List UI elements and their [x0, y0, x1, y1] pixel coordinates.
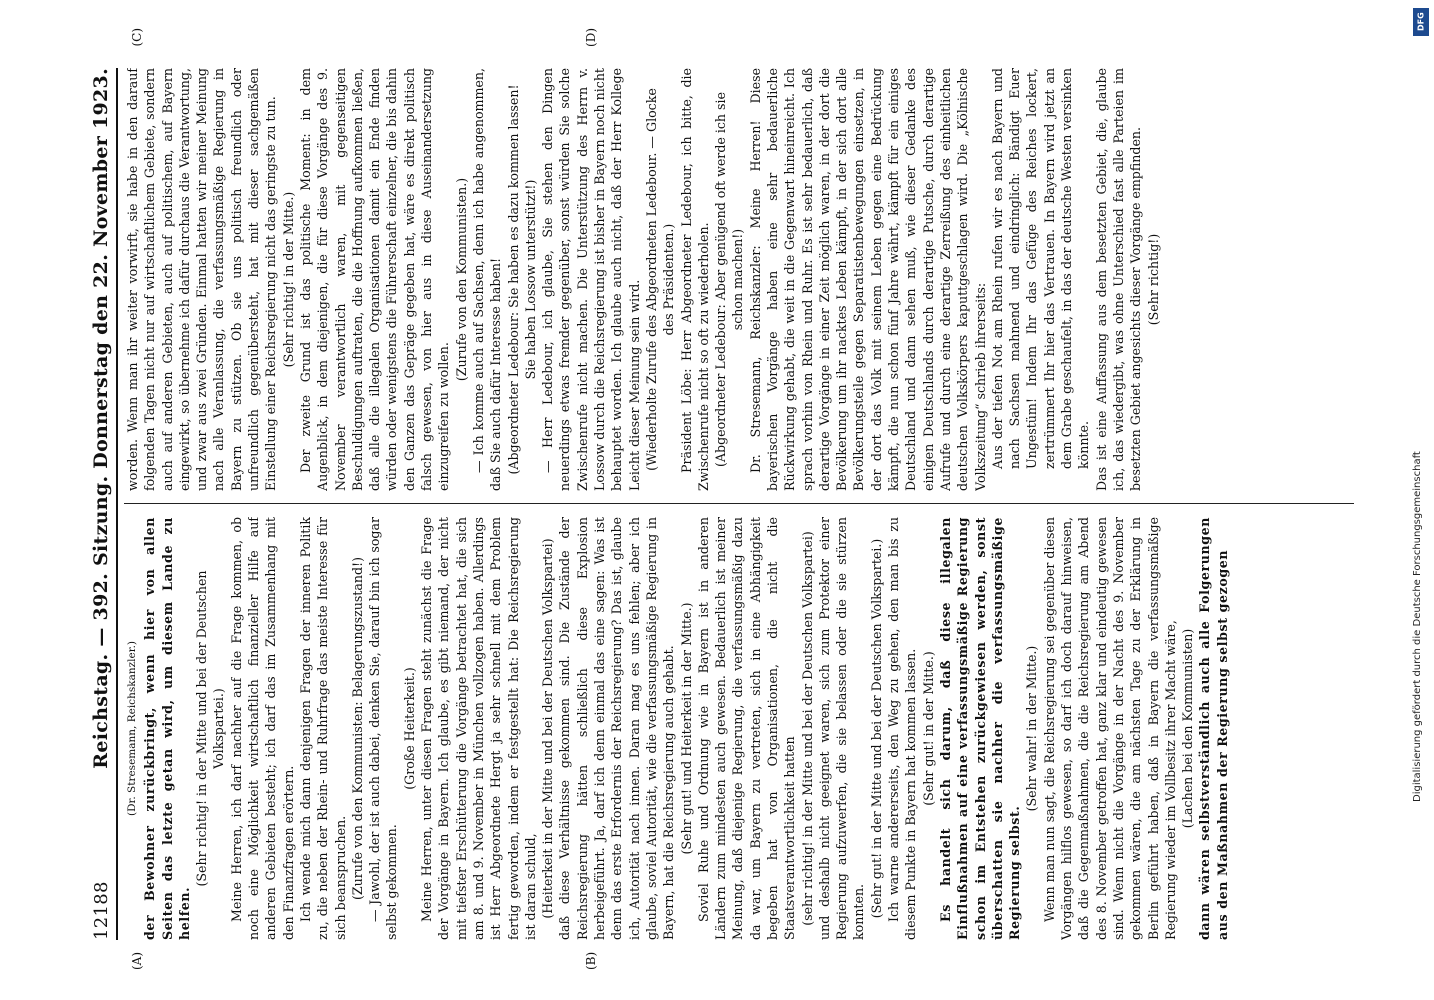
paragraph: Das ist eine Auffassung aus dem besetzten Gebiet, die, glaube ich, das wiedergibt, was ohne Unterschied fast alle Parteien im besetzten Gebiet angesichts dieser Vorgänge empfinden.	[1093, 68, 1144, 491]
paragraph: Wenn man nun sagt, die Reichsregierung sei gegenüber diesen Vorgängen hilflos gewesen, so darf ich doch darauf hinweisen, daß die Gegenmaßnahmen, die die Reichsregierung am Abend des 8. November getroffen hat, ganz klar und eindeutig gewesen sind. Wenn nicht die Vorgänge in der Nacht des 9. November gekommen wären, die am nächsten Tage zu der Erklärung in Berlin geführt haben, daß in Bayern die verfassungsmäßige Regierung wieder im Vollbesitz ihrer Macht wäre,	[1041, 517, 1178, 940]
paragraph: daß diese Verhältnisse gekommen sind. Die Zustände der Reichsregierung hätten schließlich diese Explosion herbeigeführt. Ja, darf ich denn einmal das eine sagen: Was ist denn das erste Erfordernis der Reichsregierung? Das ist, glaube ich, Autorität nach innen. Daran mag es uns fehlen; aber ich glaube, soviel Autorität, wie die verfassungsmäßige Regierung in Bayern, hat die Reichsregierung auch gehabt.	[557, 517, 677, 940]
running-title: Reichstag. — 392. Sitzung. Donnerstag den 22. November 1923.	[90, 68, 112, 769]
paragraph: — Ich komme auch auf Sachsen, denn ich habe angenommen, daß Sie auch dafür Interesse haben!	[470, 68, 504, 491]
paragraph: Meine Herren, unter diesen Fragen steht zunächst die Frage der Vorgänge in Bayern. Ich glaube, es gibt niemand, der nicht mit tiefster Erschütterung die Vorgänge betrachtet hat, die sich am 8. und 9. November in München vollzogen haben. Allerdings ist Herr Abgeordnete Hergt ja sehr schnell mit dem Problem fertig geworden, indem er festgestellt hat: Die Reichsregierung ist daran schuld,	[419, 517, 538, 940]
rotated-document-page	[52, 20, 1382, 980]
right-column	[124, 68, 1354, 491]
page-number: 12188	[91, 881, 112, 940]
digitization-note: Digitalisierung gefördert durch die Deutsche Forschungsgemeinschaft	[1412, 451, 1423, 802]
column-divider	[124, 503, 1354, 504]
paragraph: dann wären selbstverständlich auch alle Folgerungen aus den Maßnahmen der Regierung selbst gezogen	[1197, 517, 1230, 940]
margin-marker-b: (B)	[584, 951, 598, 970]
paragraph: und deshalb nicht geeignet waren, sich zum Protektor einer Regierung aufzuwerfen, die sie belassen oder die sie stürzen konnten.	[816, 517, 867, 940]
interjection: (Wiederholte Zurufe des Abgeordneten Ledebour. — Glocke des Präsidenten.)	[643, 88, 677, 471]
paragraph: — Jawohl, der ist auch dabei, denken Sie, darauf bin ich sogar selbst gekommen.	[367, 517, 400, 940]
interjection: (Zurufe von den Kommunisten.)	[453, 177, 469, 382]
interjection: (Abgeordneter Ledebour: Aber genügend oft werde ich sie schon machen!)	[713, 92, 746, 467]
paragraph: Ich warne andererseits, den Weg zu gehen, den man bis zu diesem Punkte in Bayern hat kommen lassen.	[886, 517, 919, 940]
interjection: (Sehr gut! in der Mitte und bei der Deutschen Volkspartei.)	[868, 538, 884, 919]
left-column	[124, 517, 1354, 940]
margin-marker-c: (C)	[130, 28, 144, 47]
interjection: (Zurufe von den Kommunisten: Belagerungszustand!)	[349, 556, 365, 901]
text-columns	[124, 28, 1354, 970]
paragraph: Soviel Ruhe und Ordnung wie in Bayern ist in anderen Ländern zum mindesten auch gewesen. Bedauerlich ist meiner Meinung, daß diejenige Regierung, die verfassungsmäßig dazu da war, um Bayern zu vertreten, sich in eine Abhängigkeit begeben hat von Organisationen, die nicht die Staatsverantwortlichkeit hatten	[695, 517, 798, 940]
paragraph: der Bewohner zurückbringt, wenn hier von allen Seiten das letzte getan wird, um diesem Lande zu helfen.	[142, 517, 192, 940]
interjection: (Sehr richtig! in der Mitte und bei der Deutschen Volkspartei.)	[194, 570, 227, 887]
margin-marker-a: (A)	[130, 951, 144, 970]
paragraph: Der zweite Grund ist das politische Moment: in dem Augenblick, in dem diejenigen, die für diese Vorgänge des 9. November verantwortlich waren, mit gegenseitigen Beschuldigungen auftraten, die die Hoffnung aufkommen ließen, daß alle die illegalen Organisationen damit ein Ende finden würden oder wenigstens die Führerschaft einzelner, die bis dahin den Ganzen das Gepräge gegeben hat, wäre es direkt politisch falsch gewesen, von hier aus in diese Auseinandersetzung einzugreifen zu wollen.	[297, 68, 452, 491]
paragraph: Es handelt sich darum, daß diese illegalen Einflußnahmen auf eine verfassungsmäßige Regierung schon im Entstehen zurückgewiesen werden, sonst überschatten sie nachher die verfassungsmäßige Regierung selbst.	[937, 517, 1023, 940]
dfg-logo: DFG	[1413, 8, 1429, 36]
digitization-sidebar	[1408, 0, 1434, 1000]
paragraph: worden. Wenn man ihr weiter vorwirft, sie habe in den darauf folgenden Tagen nicht nur auf wirtschaftlichem Gebiete, sondern auch auf anderen Gebieten, auch auf politischem, auf Bayern eingewirkt, so übernehme ich dafür durchaus die Verantwortung, und zwar aus zwei Gründen. Einmal hatten wir meiner Meinung nach alle Veranlassung, die verfassungsmäßige Regierung in Bayern zu stützen. Ob sie uns politisch freundlich oder unfreundlich gegenübersteht, hat mit dieser sachgemäßen Einstellung einer Reichsregierung nicht das geringste zu tun.	[125, 68, 279, 491]
paragraph: — Herr Ledebour, ich glaube, Sie stehen den Dingen neuerdings etwas fremder gegenüber, sonst würden Sie solche Zwischenrufe nicht machen. Die Unterstützung des Herrn v. Lossow durch die Reichsregierung ist bisher in Bayern noch nicht behauptet worden. Ich glaube auch nicht, daß der Herr Kollege Leicht dieser Meinung sein wird.	[540, 68, 642, 491]
interjection: (Sehr richtig!)	[1145, 233, 1161, 326]
interjection: (Abgeordneter Ledebour: Sie haben es dazu kommen lassen! Sie haben Lossow unterstützt!)	[505, 84, 538, 475]
margin-marker-d: (D)	[584, 28, 598, 47]
president-remark: Präsident Löbe: Herr Abgeordneter Ledebour, ich bitte, die Zwischenrufe nicht so oft zu wiederholen.	[678, 68, 711, 491]
interjection: (Sehr wahr! in der Mitte.)	[1024, 645, 1040, 812]
paragraph: Meine Herren, ich darf nachher auf die Frage kommen, ob noch eine Möglichkeit wirtschaftlich finanzieller Hilfe auf anderen Gebieten besteht; ich darf das im Zusammenhang mit den Finanzfragen erörtern.	[228, 517, 296, 940]
speaker-continuation: (Dr. Stresemann, Reichskanzler.)	[126, 640, 138, 817]
block-quote: Aus der tiefen Not am Rhein rufen wir es nach Bayern und nach Sachsen mahnend und eindringlich: Bändigt Euer Ungestüm! Indem Ihr das Gefüge des Reiches lockert, zertrümmert Ihr hier das Vertrauen. In Bayern wird jetzt an dem Grabe geschaufelt, in das der deutsche Westen versinken könnte.	[989, 68, 1092, 469]
interjection: (sehr richtig! in der Mitte und bei der Deutschen Volkspartei)	[799, 531, 815, 926]
interjection: (Sehr gut! in der Mitte.)	[920, 651, 936, 806]
interjection: (Große Heiterkeit.)	[401, 667, 417, 790]
interjection: (Sehr gut! und Heiterkeit in der Mitte.)	[678, 602, 694, 855]
paragraph: Dr. Stresemann, Reichskanzler: Meine Herren! Diese bayerischen Vorgänge haben eine sehr bedauerliche Rückwirkung gehabt, die weit in die Gegenwart hineinreicht. Ich sprach vorhin von Rhein und Ruhr. Es ist sehr bedauerlich, daß derartige Vorgänge in einer Zeit möglich waren, in der dort die Bevölkerung um ihr nacktes Leben kämpft, in der sich dort alle Bevölkerungsteile gegen Separatistenbewegungen einsetzen, in der dort das Volk mit seinem Leben gegen eine Bedrückung kämpft, die nun schon fünf Jahre währt, kämpft für ein einiges Deutschland und dann sehen muß, wie dieser Gedanke des einigen Deutschlands durch derartige Putsche, durch derartige Aufrufe und durch eine derartige Zerreißung des einheitlichen deutschen Volkskörpers kaputtgeschlagen wird. Die „Kölnische Volkszeitung“ schrieb ihrerseits:	[747, 68, 988, 491]
interjection: (Sehr richtig! in der Mitte.)	[280, 191, 296, 368]
paragraph: Ich wende mich dann denjenigen Fragen der inneren Politik zu, die neben der Rhein- und Ruhrfrage das meiste Interesse für sich beanspruchen.	[297, 517, 348, 940]
page-header	[82, 68, 118, 940]
interjection: (Heiterkeit in der Mitte und bei der Deutschen Volkspartei)	[540, 538, 556, 919]
interjection: (Lachen bei den Kommunisten)	[1180, 628, 1196, 829]
